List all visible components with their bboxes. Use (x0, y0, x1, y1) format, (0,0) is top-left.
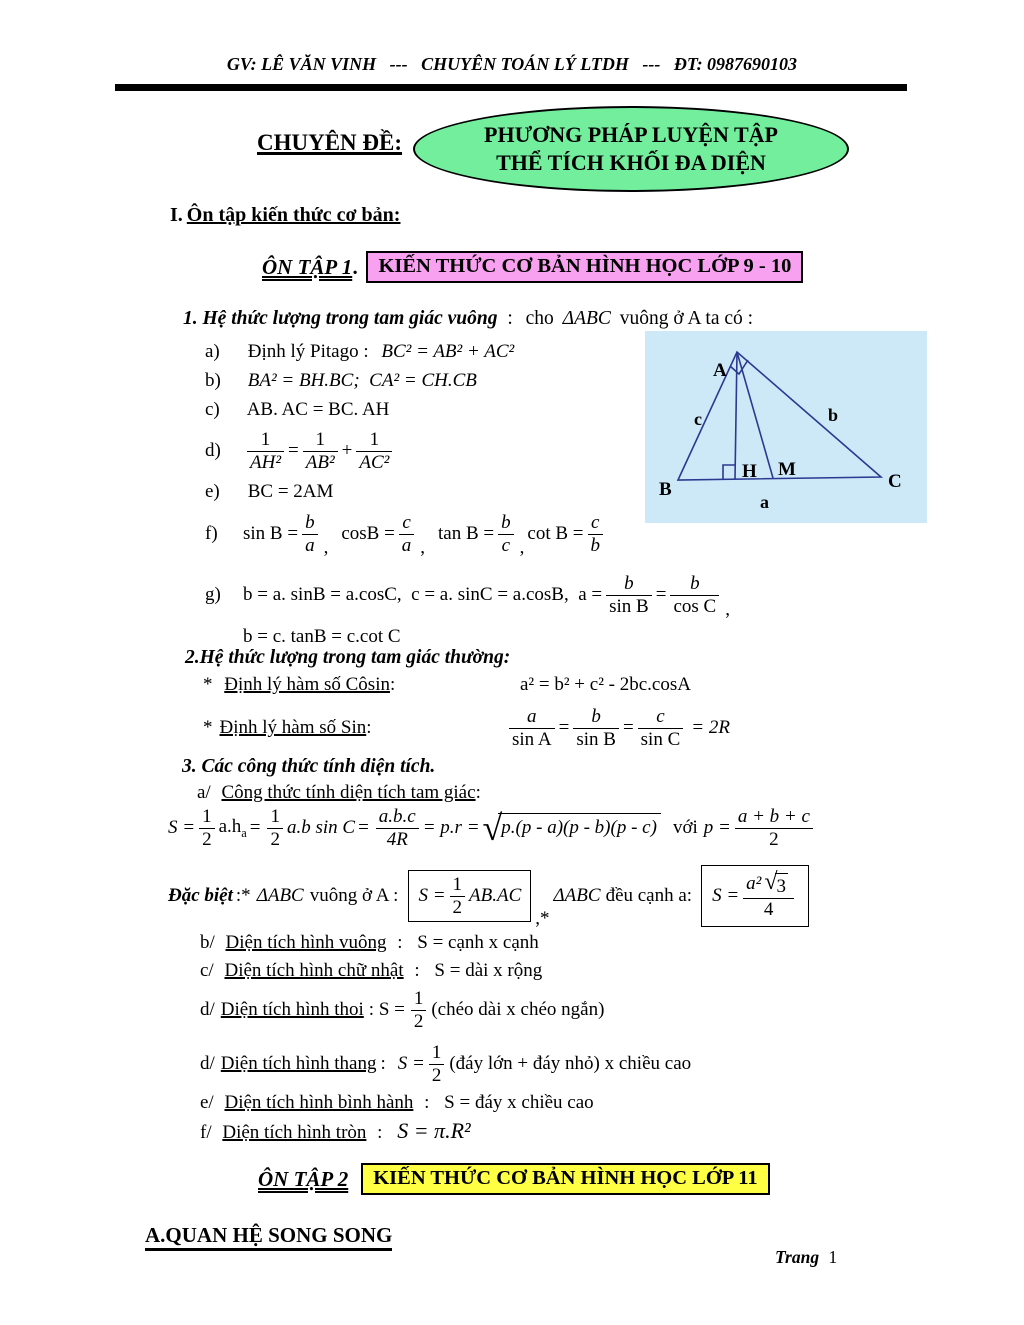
a-squared: a² (746, 873, 762, 895)
absinc-term: a.b sin C (286, 817, 356, 838)
fraction (588, 512, 604, 556)
item-g-text: b = a. sinB = a.cosC, c = a. sinC = a.cosB, a = (243, 584, 603, 605)
triangle-abc: ΔABC (256, 885, 304, 906)
sec1-triangle: ΔABC (562, 308, 611, 329)
radical-sign: √ (482, 807, 503, 848)
comma: , (519, 537, 525, 558)
radical-sign: √ (764, 869, 778, 896)
frac-num: 1 (411, 988, 427, 1010)
frac-den: cos C (673, 595, 717, 617)
s-equals: S = (168, 817, 196, 838)
sub-e-label: e/ (200, 1092, 214, 1113)
item-e-formula: BC = 2AM (247, 481, 334, 502)
fraction (199, 806, 215, 850)
frac-num: a.b.c (376, 806, 419, 828)
fraction (735, 806, 813, 850)
tan-label: tan B = (438, 523, 495, 544)
frac-num: 1 (199, 806, 215, 828)
fraction (498, 512, 514, 556)
sine-rule-label: Định lý hàm số Sin (219, 717, 367, 738)
sub-d2-formula: (đáy lớn + đáy nhỏ) x chiều cao (449, 1053, 692, 1074)
sub-c-name: Diện tích hình chữ nhật (224, 960, 404, 981)
right-triangle-area-box (408, 870, 531, 922)
item-g (205, 565, 730, 625)
frac-num: c (638, 706, 684, 728)
colon: : (377, 1122, 383, 1143)
bullet-star: * (203, 674, 213, 695)
colon: : (414, 960, 420, 981)
ontap1-highlight: KIẾN THỨC CƠ BẢN HÌNH HỌC LỚP 9 - 10 (366, 251, 803, 283)
cosine-formula-text: a² = b² + c² - 2bc.cosA (520, 674, 691, 695)
item-g-label: g) (205, 584, 221, 605)
sin-label: sin B = (243, 523, 299, 544)
sub-b-formula: S = cạnh x cạnh (417, 932, 539, 953)
cosine-rule-line (203, 674, 395, 696)
sine-rule-formula (505, 702, 730, 754)
special-cases-line (168, 856, 813, 936)
s-equals: S = (712, 885, 740, 906)
sub-f-formula: S = π.R² (397, 1118, 471, 1143)
fraction (573, 706, 619, 750)
equals-sign: = (622, 717, 634, 738)
item-f-label: f) (205, 523, 218, 544)
frac-den: AB² (305, 451, 335, 473)
colon: : (366, 717, 372, 738)
item-d-label: d) (205, 440, 221, 461)
triangle-diagram-svg (645, 331, 927, 523)
bullet-star: * (203, 717, 213, 738)
plus-sign: + (341, 440, 353, 461)
frac-den: sin A (512, 728, 552, 750)
fraction (670, 573, 719, 617)
title-ellipse (413, 106, 849, 192)
ontap1-dot: . (353, 254, 359, 279)
sec1-heading (183, 308, 753, 330)
colon-s-equals: : S = (368, 999, 405, 1020)
header-divider (115, 84, 907, 91)
frac-den: 2 (452, 896, 463, 918)
sub-b-label: b/ (200, 932, 215, 953)
frac-num: b (302, 512, 318, 534)
sub-a-label: a/ (197, 782, 211, 803)
sec1-colon: : (507, 308, 513, 329)
h-subscript: a (241, 825, 247, 840)
section-i-title: Ôn tập kiến thức cơ bản: (186, 204, 401, 226)
fraction (399, 512, 415, 556)
sine-tail: = 2R (691, 717, 730, 738)
ab-ac-term: AB.AC (469, 885, 522, 906)
sec3-sub-d2 (200, 1038, 691, 1090)
fraction (247, 429, 284, 473)
frac-num: 1 (356, 429, 392, 451)
pr-term: = p.r = (422, 817, 480, 838)
ontap2-label: ÔN TẬP 2 (258, 1166, 349, 1191)
sub-e-name: Diện tích hình bình hành (224, 1092, 414, 1113)
sub-a-title: Công thức tính diện tích tam giác (221, 782, 476, 803)
side-b-label: b (828, 405, 839, 425)
item-a-label: a) (205, 341, 220, 362)
frac-num: 1 (267, 806, 283, 828)
item-e (205, 481, 333, 503)
trang-label: Trang (775, 1247, 820, 1267)
s-equals: S = (397, 1053, 425, 1074)
fraction (429, 1042, 445, 1086)
frac-num: b (606, 573, 652, 595)
item-a (205, 341, 514, 363)
frac-den: 2 (769, 828, 779, 850)
section-i-numeral: I. (170, 204, 183, 226)
ontap1-label: ÔN TẬP 1 (262, 254, 353, 279)
sec1-rest: vuông ở A ta có : (619, 308, 754, 329)
equals-sign: = (249, 817, 261, 838)
frac-num: 1 (450, 874, 466, 896)
triangle-figure (645, 331, 927, 523)
voi-text: với (672, 817, 698, 838)
sub-d1-label: d/ (200, 999, 215, 1020)
sub-f-label: f/ (200, 1122, 212, 1143)
ontap2-highlight: KIẾN THỨC CƠ BẢN HÌNH HỌC LỚP 11 (361, 1163, 769, 1195)
fraction (606, 573, 652, 617)
frac-den: sin B (576, 728, 616, 750)
side-a-label: a (760, 492, 769, 512)
s-equals: S = (418, 885, 446, 906)
page-header (0, 54, 1024, 75)
a-ha-term (219, 816, 247, 841)
colon-star: :* (235, 885, 251, 906)
sine-rule-line (203, 702, 372, 754)
sub-f-name: Diện tích hình tròn (222, 1122, 367, 1143)
fraction (638, 706, 684, 750)
frac-den: AC² (359, 451, 390, 473)
frac-den: a (305, 534, 315, 556)
fraction (743, 869, 794, 920)
frac-num (743, 869, 794, 898)
frac-den: a (401, 534, 412, 556)
sec3-sub-d1 (200, 984, 604, 1036)
special-text-2: đều cạnh a: (605, 885, 693, 906)
item-c (205, 399, 389, 421)
cos-label: cosB = (341, 523, 395, 544)
item-e-label: e) (205, 481, 220, 502)
item-f (205, 505, 607, 563)
sub-d1-name: Diện tích hình thoi (220, 999, 364, 1020)
cosine-rule-formula (520, 674, 691, 696)
section-a-heading (145, 1223, 392, 1248)
frac-num: 1 (429, 1042, 445, 1064)
p-equals: p = (703, 817, 731, 838)
frac-den: sin C (640, 728, 681, 750)
sec2-heading-text: 2.Hệ thức lượng trong tam giác thường: (185, 647, 511, 668)
frac-num: b (573, 706, 619, 728)
item-b-formula: BA² = BH.BC; CA² = CH.CB (247, 370, 477, 391)
fraction (450, 874, 466, 918)
ontap2-row (258, 1163, 770, 1195)
frac-num: a + b + c (735, 806, 813, 828)
item-c-label: c) (205, 399, 220, 420)
frac-num: 1 (247, 429, 284, 451)
frac-den: b (590, 534, 600, 556)
midpoint-m-label: M (778, 459, 796, 480)
side-c-label: c (694, 409, 702, 429)
fraction (267, 806, 283, 850)
sec3-heading (182, 756, 435, 778)
a-h-text: a.h (218, 815, 242, 837)
equilateral-area-box (701, 865, 809, 927)
item-b-label: b) (205, 370, 221, 391)
colon: : (475, 782, 481, 803)
square-root (482, 807, 661, 848)
frac-den: 4 (763, 898, 774, 920)
sec1-title: 1. Hệ thức lượng trong tam giác vuông (183, 308, 498, 329)
colon: : (380, 1053, 386, 1074)
comma: , (420, 537, 426, 558)
item-d (205, 424, 396, 478)
equals-sign: = (288, 440, 299, 461)
ontap1-row (262, 251, 803, 283)
frac-den: 2 (431, 1064, 442, 1086)
item-g-line2-text: b = c. tanB = c.cot C (243, 626, 401, 647)
vertex-a-label: A (713, 360, 727, 381)
frac-den: AH² (250, 451, 282, 473)
chuyen-de-text: CHUYÊN ĐỀ: (257, 130, 403, 155)
section-a-title: A.QUAN HỆ SONG SONG (145, 1223, 392, 1251)
special-text-1: vuông ở A : (309, 885, 399, 906)
triangle-area-formula (168, 800, 817, 856)
frac-den: sin B (609, 595, 649, 617)
diagram-background (645, 331, 927, 523)
vertex-b-label: B (659, 479, 672, 500)
section-i-heading (170, 204, 400, 227)
cosine-rule-label: Định lý hàm số Côsin (224, 674, 390, 695)
sub-c-formula: S = dài x rộng (434, 960, 543, 981)
colon: : (424, 1092, 430, 1113)
item-a-formula: BC² = AB² + AC² (381, 341, 515, 362)
frac-num: c (588, 512, 604, 534)
frac-den: 2 (413, 1010, 424, 1032)
sub-d2-label: d/ (200, 1053, 215, 1074)
special-label: Đặc biệt (168, 885, 233, 906)
frac-den: 2 (270, 828, 280, 850)
fraction (509, 706, 555, 750)
title-line-1: PHƯƠNG PHÁP LUYỆN TẬP (484, 121, 778, 147)
sec2-heading (185, 647, 510, 669)
frac-den: c (501, 534, 511, 556)
frac-num: b (670, 573, 719, 595)
radicand: 3 (775, 873, 789, 897)
sub-c-label: c/ (200, 960, 214, 981)
triangle-abc: ΔABC (553, 885, 601, 906)
frac-num: a (509, 706, 555, 728)
sub-b-name: Diện tích hình vuông (225, 932, 387, 953)
chuyen-de-label (257, 130, 402, 156)
fraction (302, 512, 318, 556)
equals-sign: = (558, 717, 570, 738)
sub-d2-name: Diện tích hình thang (220, 1053, 377, 1074)
item-a-text: Định lý Pitago : (247, 341, 369, 362)
title-line-2: THỂ TÍCH KHỐI ĐA DIỆN (496, 150, 766, 175)
frac-num: 1 (303, 429, 338, 451)
item-g-line2 (243, 626, 401, 648)
comma-star: ,* (535, 908, 550, 929)
colon: : (389, 674, 396, 695)
colon: : (397, 932, 403, 953)
comma: , (323, 537, 329, 558)
sec1-cho: cho (525, 308, 554, 329)
cot-label: cot B = (527, 523, 584, 544)
item-b (205, 370, 477, 392)
square-root (764, 869, 788, 898)
frac-den: 2 (202, 828, 212, 850)
comma: , (725, 599, 730, 620)
page-number: 1 (828, 1247, 838, 1267)
teacher-info: GV: LÊ VĂN VINH --- CHUYÊN TOÁN LÝ LTDH --- ĐT: 0987690103 (226, 54, 798, 74)
vertex-c-label: C (888, 471, 902, 492)
frac-den: 4R (386, 828, 408, 850)
fraction (411, 988, 427, 1032)
sub-d1-formula: (chéo dài x chéo ngắn) (431, 999, 605, 1020)
item-c-formula: AB. AC = BC. AH (246, 399, 390, 420)
sec3-sub-c (200, 960, 542, 982)
radicand: p.(p - a)(p - b)(p - c) (498, 813, 661, 839)
page-footer (775, 1247, 837, 1268)
sec3-sub-e (200, 1092, 594, 1114)
frac-num: b (498, 512, 514, 534)
sec3-sub-f (200, 1118, 471, 1144)
sec3-heading-text: 3. Các công thức tính diện tích. (182, 756, 436, 777)
sec3-sub-b (200, 932, 539, 954)
frac-num: c (399, 512, 415, 534)
foot-h-label: H (742, 461, 757, 482)
fraction (376, 806, 419, 850)
sub-e-formula: S = đáy x chiều cao (444, 1092, 594, 1113)
fraction (303, 429, 338, 473)
fraction (356, 429, 392, 473)
equals-sign: = (358, 817, 369, 838)
equals-sign: = (655, 584, 667, 605)
